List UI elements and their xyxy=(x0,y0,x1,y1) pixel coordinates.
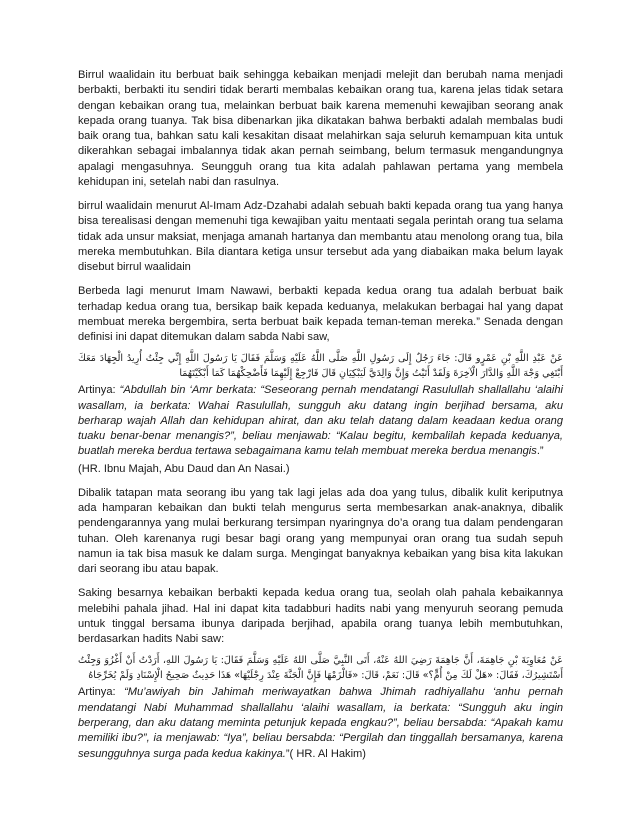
paragraph-imam-nawawi: Berbeda lagi menurut Imam Nawawi, berbakti kepada kedua orang tua adalah berbuat baik terhadap kedua orang tua, bersikap baik kepada keduanya, melakukan berbagai hal yang dapat membuat mereka bergembira, serta berbuat baik kepada teman-teman mereka.” Senada dengan definisi ini dapat ditemukan dalam sabda Nabi saw, xyxy=(78,285,563,343)
hadith-arabic-muawiyah: عَنْ مُعَاوِيَةَ بْنِ جَاهِمَةَ، أَنَّ جَاهِمَةَ رَضِيَ اللهُ عَنْهُ، أَتَى النَّبِيَّ صَلَّى اللهُ عَلَيْهِ وَسَلَّمَ فَقَالَ: يَا رَسُولَ اللهِ، أَرَدْتُ أَنْ أَغْزُوَ وَجِئْتُ أَسْتَشِيرُكَ، فَقَالَ: «هَلْ لَكَ مِنْ أُمٍّ؟» قَالَ: نَعَمْ، قَالَ: «فَالْزَمْهَا فَإِنَّ الْجَنَّةَ عِنْدَ رِجْلَيْهَا» هَذَا حَدِيثٌ صَحِيحُ الْإِسْنَادِ وَلَمْ يُخَرِّجَاهُ xyxy=(78,655,563,682)
translation-text: “Mu’awiyah bin Jahimah meriwayatkan bahwa Jhimah radhiyallahu ‘anhu pernah mendatangi Nabi Muhammad shallallahu ‘alaihi wasallam, ia berkata: “Sungguh aku ingin berperang, dan aku datang meminta petunjuk kepada engkau?”, beliau bersabda: “Apakah kamu memiliki ibu?”, ia menjawab: “Iya”, beliau bersabda: “Pergilah dan tinggallah bersamanya, karena sesungguhnya surga pada kedua kakinya. xyxy=(78,686,563,760)
paragraph-jihad: Saking besarnya kebaikan berbakti kepada kedua orang tua, seolah olah pahala kebaikannya melebihi pahala jihad. Hal ini dapat kita tadabburi hadits nabi yang menyuruh seorang pemuda untuk tinggal bersama ibunya daripada berjihad, apabila orang tuanya lebih membutuhkan, berdasarkan hadits Nabi saw: xyxy=(78,587,563,646)
hadith-translation-muawiyah xyxy=(78,685,563,761)
hadith-translation-abdullah xyxy=(78,383,563,459)
paragraph-definition-birrul-waalidain: Birrul waalidain itu berbuat baik sehingga kebaikan menjadi melejit dan berubah nama menjadi berbakti, berbakti itu sendiri tidak berarti membalas kebaikan orang tua, karena jelas tidak setara dengan kebaikan orang tua, melainkan berbuat baik karena memenuhi kewajiban seorang anak kepada orang tuanya. Tak bisa dibenarkan jika dikatakan bahwa berbakti adalah membalas budi baik orang tua, bahkan satu kali kesakitan disaat melahirkan saja seluruh kemampuan kita untuk dikerahkan sebagai imbalannya tidak akan pernah seimbang, belum termasuk mengandungnya apalagi mengasuhnya. Seungguh orang tua kita adalah pahlawan pertama yang membela kehidupan ini, setelah nabi dan rasulnya. xyxy=(78,69,563,188)
hadith-source-muawiyah: ”( HR. Al Hakim) xyxy=(285,747,366,760)
translation-label: Artinya: xyxy=(78,686,125,699)
paragraph-adz-dzahabi: birrul waalidain menurut Al-Imam Adz-Dzahabi adalah sebuah bakti kepada orang tua yang hanya bisa terealisasi dengan memenuhi tiga kewajiban yaitu mentaati segala perintah orang tua selama tidak ada unsur maksiat, menjaga amanah hartanya dan membantu atau menolong orang tua, bila mereka membutuhkan. Bila diantara ketiga unsur tersebut ada yang diabaikan maka belum layak disebut birrul waalidain xyxy=(78,200,563,273)
translation-end: .” xyxy=(536,445,544,458)
document-page xyxy=(78,68,563,764)
translation-label: Artinya: xyxy=(78,384,120,397)
hadith-source-abdullah: (HR. Ibnu Majah, Abu Daud dan An Nasai.) xyxy=(78,462,290,475)
translation-text: “Abdullah bin ‘Amr berkata: “Seseorang pernah mendatangi Rasulullah shallallahu ‘alaihi wasallam, ia berkata: Wahai Rasulullah, sungguh aku datang ingin berjihad bersama, aku berharap wajah Allah dan kehidupan ahirat, dan aku telah datang dalam keadaan kedua orang tuaku benar-benar menangis?”, beliau menjawab: “Kalau begitu, kembalilah kepada keduanya, buatlah mereka berdua tertawa sebagaimana kamu telah membuat mereka berdua menangis xyxy=(78,384,563,458)
paragraph-mother: Dibalik tatapan mata seorang ibu yang tak lagi jelas ada doa yang tulus, dibalik kulit keriputnya ada hamparan kebaikan dan bukti telah mengurus serta membesarkan anak-anaknya, dibalik pendengarannya yang mulai berkurang tersimpan nyaringnya do’a orang tua dalam pendengaran tuhan. Oleh karenanya rugi besar bagi orang yang mempunyai oran orang tua sudah sepuh namun ia tak bisa masuk ke dalam surga. Mengingat banyaknya kebaikan yang bisa kita lakukan dari seorang ibu atau bapak. xyxy=(78,486,563,576)
hadith-arabic-abdullah: عَنْ عَبْدِ اللَّهِ بْنِ عَمْرٍو قَالَ: جَاءَ رَجُلٌ إِلَى رَسُولِ اللَّهِ صَلَّى اللَّهُ عَلَيْهِ وَسَلَّمَ فَقَالَ يَا رَسُولَ اللَّهِ إِنِّي جِئْتُ أُرِيدُ الْجِهَادَ مَعَكَ أَبْتَغِي وَجْهَ اللَّهِ وَالدَّارَ الْآخِرَةَ وَلَقَدْ أَتَيْتُ وَإِنَّ وَالِدَيَّ لَيَبْكِيَانِ قَالَ فَارْجِعْ إِلَيْهِمَا فَأَضْحِكْهُمَا كَمَا أَبْكَيْتَهُمَا xyxy=(78,353,563,380)
